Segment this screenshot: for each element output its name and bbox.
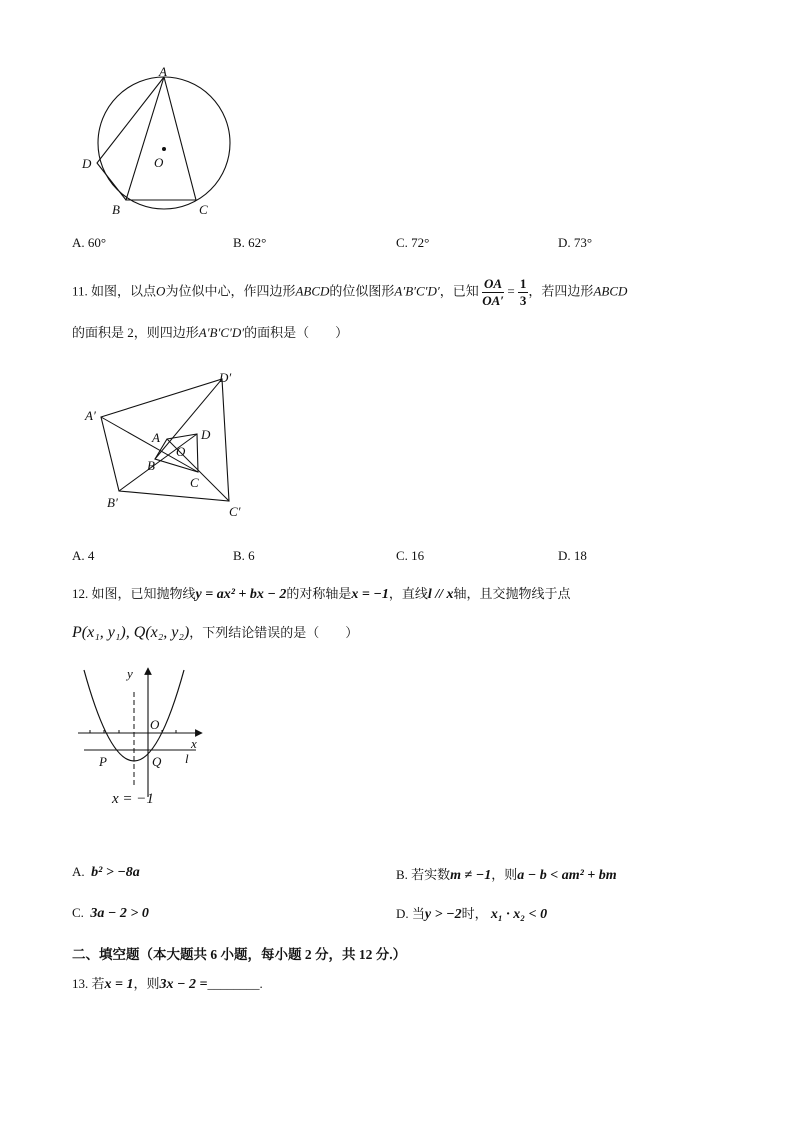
q11-number: 11. (72, 283, 88, 299)
q10-option-a: A. 60° (72, 235, 107, 250)
q11-label-B: B (147, 458, 155, 473)
q13-stem: 13. 若x = 1，则3x − 2 =________. (72, 976, 263, 992)
q11-ratio: $\frac{1}{3}$ (519, 276, 527, 308)
q11-label-O: O (176, 444, 186, 459)
q10-label-A: A (159, 64, 167, 79)
q13-blank[interactable]: ________ (207, 976, 260, 991)
q11-fraction: $\frac{OA}{OA'}$ (482, 276, 504, 308)
q11-option-b: B. 6 (233, 548, 255, 563)
q11-label-D-prime: D′ (219, 370, 232, 385)
q12-option-a: A. b² > −8a (72, 864, 140, 880)
q12-label-l: l (185, 751, 189, 766)
q11-label-C-prime: C′ (229, 504, 241, 519)
q11-option-d: D. 18 (558, 548, 587, 563)
q12-option-c: C. 3a − 2 > 0 (72, 905, 149, 921)
q10-circle-figure (75, 62, 245, 222)
q12-option-b: B. 若实数m ≠ −1，则a − b < am² + bm (396, 867, 617, 883)
q10-option-d: D. 73° (558, 235, 593, 250)
q12-stem-line2: P(x₁, y₁), Q(x₂, y₂)，下列结论错误的是（ ） (72, 624, 359, 641)
q10-label-C: C (199, 202, 208, 217)
q11-label-A: A (152, 430, 160, 445)
q11-option-a: A. 4 (72, 548, 95, 563)
q11-label-A-prime: A′ (85, 408, 96, 423)
q10-label-O: O (154, 155, 164, 170)
q12-label-Q: Q (152, 754, 162, 769)
q11-homothety-figure (80, 368, 255, 523)
q12-number: 12. (72, 586, 89, 601)
q12-option-d: D. 当y > −2时， x₁ · x₂ < 0 (396, 906, 548, 922)
q12-parabola-figure (70, 662, 210, 810)
q10-option-c: C. 72° (396, 235, 430, 250)
q11-label-D: D (201, 427, 211, 442)
q12-label-O: O (150, 717, 160, 732)
q10-label-B: B (112, 202, 120, 217)
q10-label-D: D (82, 156, 92, 171)
q10-option-b: B. 62° (233, 235, 267, 250)
q12-stem-line1: 12. 如图，已知抛物线y = ax² + bx − 2的对称轴是x = −1，直线l // x轴，且交抛物线于点 (72, 586, 571, 602)
q11-label-B-prime: B′ (107, 495, 118, 510)
q11-option-c: C. 16 (396, 548, 425, 563)
q11-stem-line1: 11. 如图，以点O为位似中心，作四边形ABCD的位似图形A′B′C′D′，已知 $\frac{OA}{OA'}$ = $\frac{1}{3}$ ，若四边形ABCD (72, 276, 628, 308)
section-title: 二、填空题（本大题共 6 小题，每小题 2 分，共 12 分.） (72, 947, 407, 962)
q12-label-P: P (99, 754, 107, 769)
q12-label-axis: x = −1 (112, 791, 154, 807)
q12-label-x: x (191, 736, 197, 751)
q11-label-C: C (190, 475, 199, 490)
q11-stem-line2: 的面积是 2，则四边形A′B′C′D′的面积是（ ） (72, 325, 349, 340)
q12-label-y: y (127, 666, 133, 681)
q13-number: 13. (72, 976, 89, 991)
